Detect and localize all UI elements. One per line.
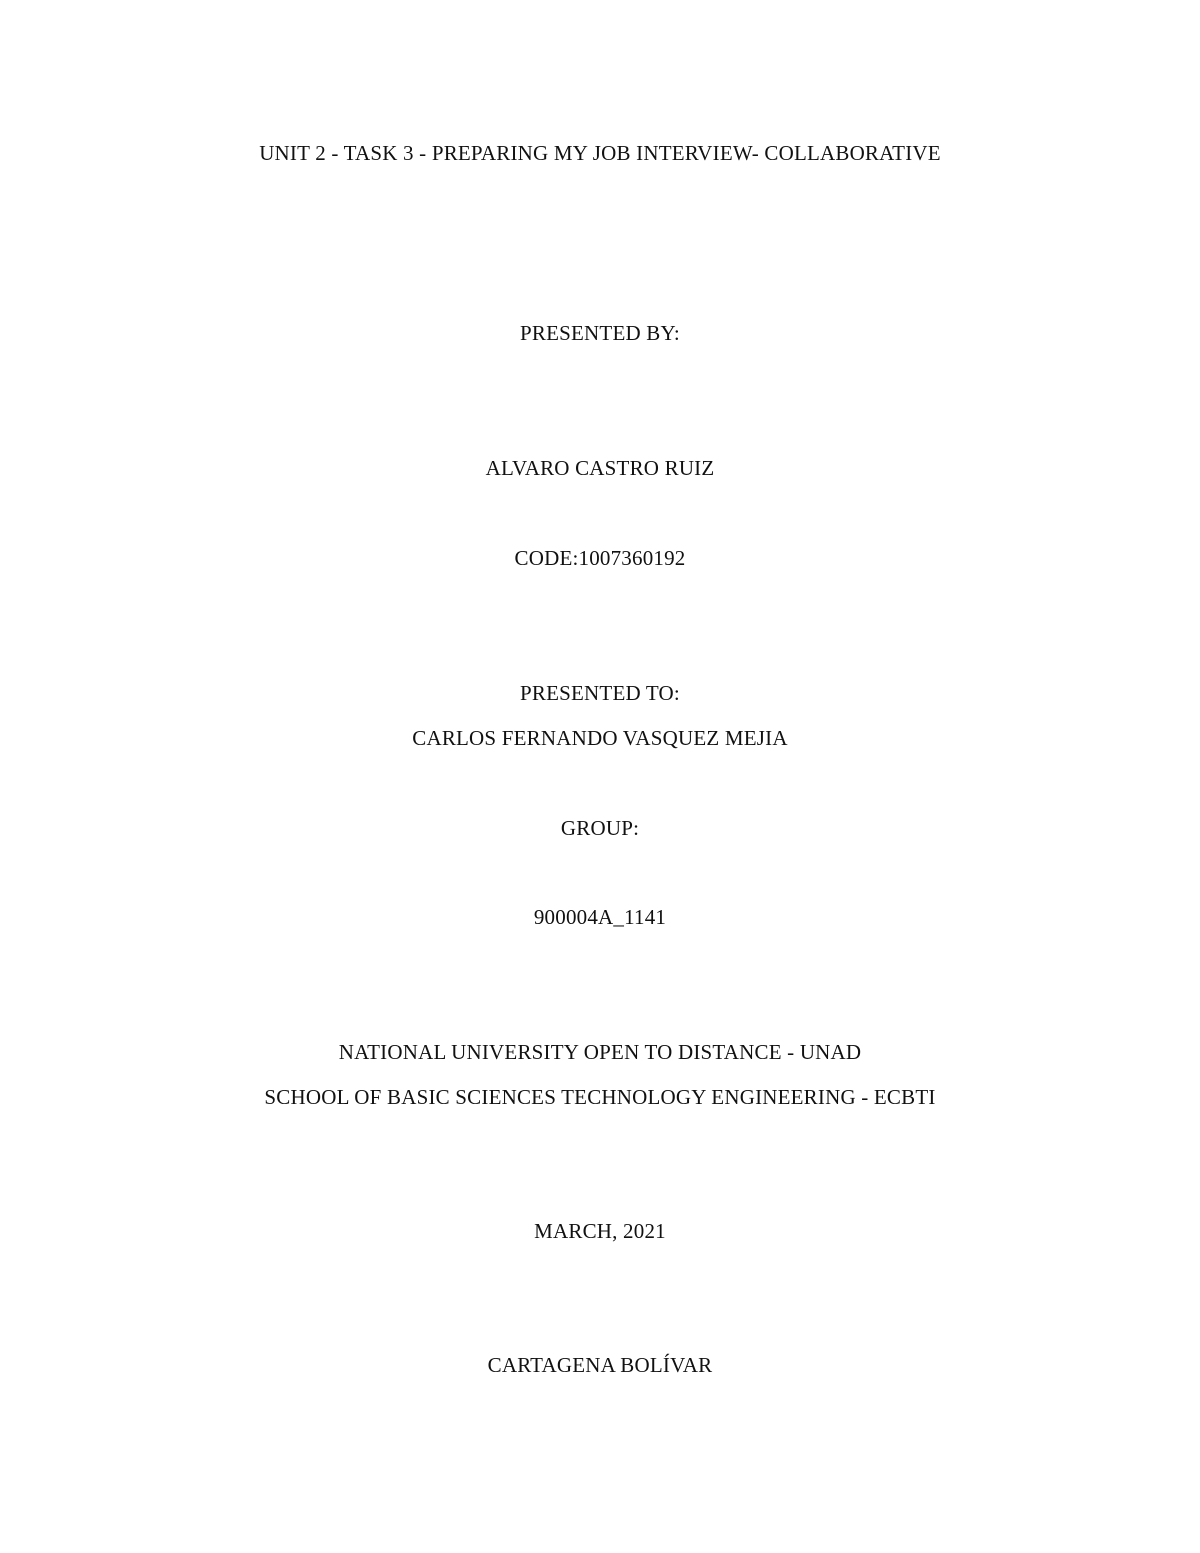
author-code: CODE:1007360192 [514, 546, 686, 570]
document-city: CARTAGENA BOLÍVAR [487, 1353, 713, 1377]
presented-to-label: PRESENTED TO: [520, 681, 680, 705]
author-name: ALVARO CASTRO RUIZ [485, 456, 715, 480]
document-title: UNIT 2 - TASK 3 - PREPARING MY JOB INTERVIEW- COLLABORATIVE [259, 141, 941, 165]
presented-by-label: PRESENTED BY: [520, 321, 680, 345]
group-code: 900004A_1141 [533, 905, 667, 929]
document-date: MARCH, 2021 [534, 1219, 666, 1243]
school-name: SCHOOL OF BASIC SCIENCES TECHNOLOGY ENGINEERING - ECBTI [264, 1085, 936, 1109]
group-label: GROUP: [560, 816, 640, 840]
university-name: NATIONAL UNIVERSITY OPEN TO DISTANCE - UNAD [338, 1040, 862, 1064]
tutor-name: CARLOS FERNANDO VASQUEZ MEJIA [412, 726, 788, 750]
